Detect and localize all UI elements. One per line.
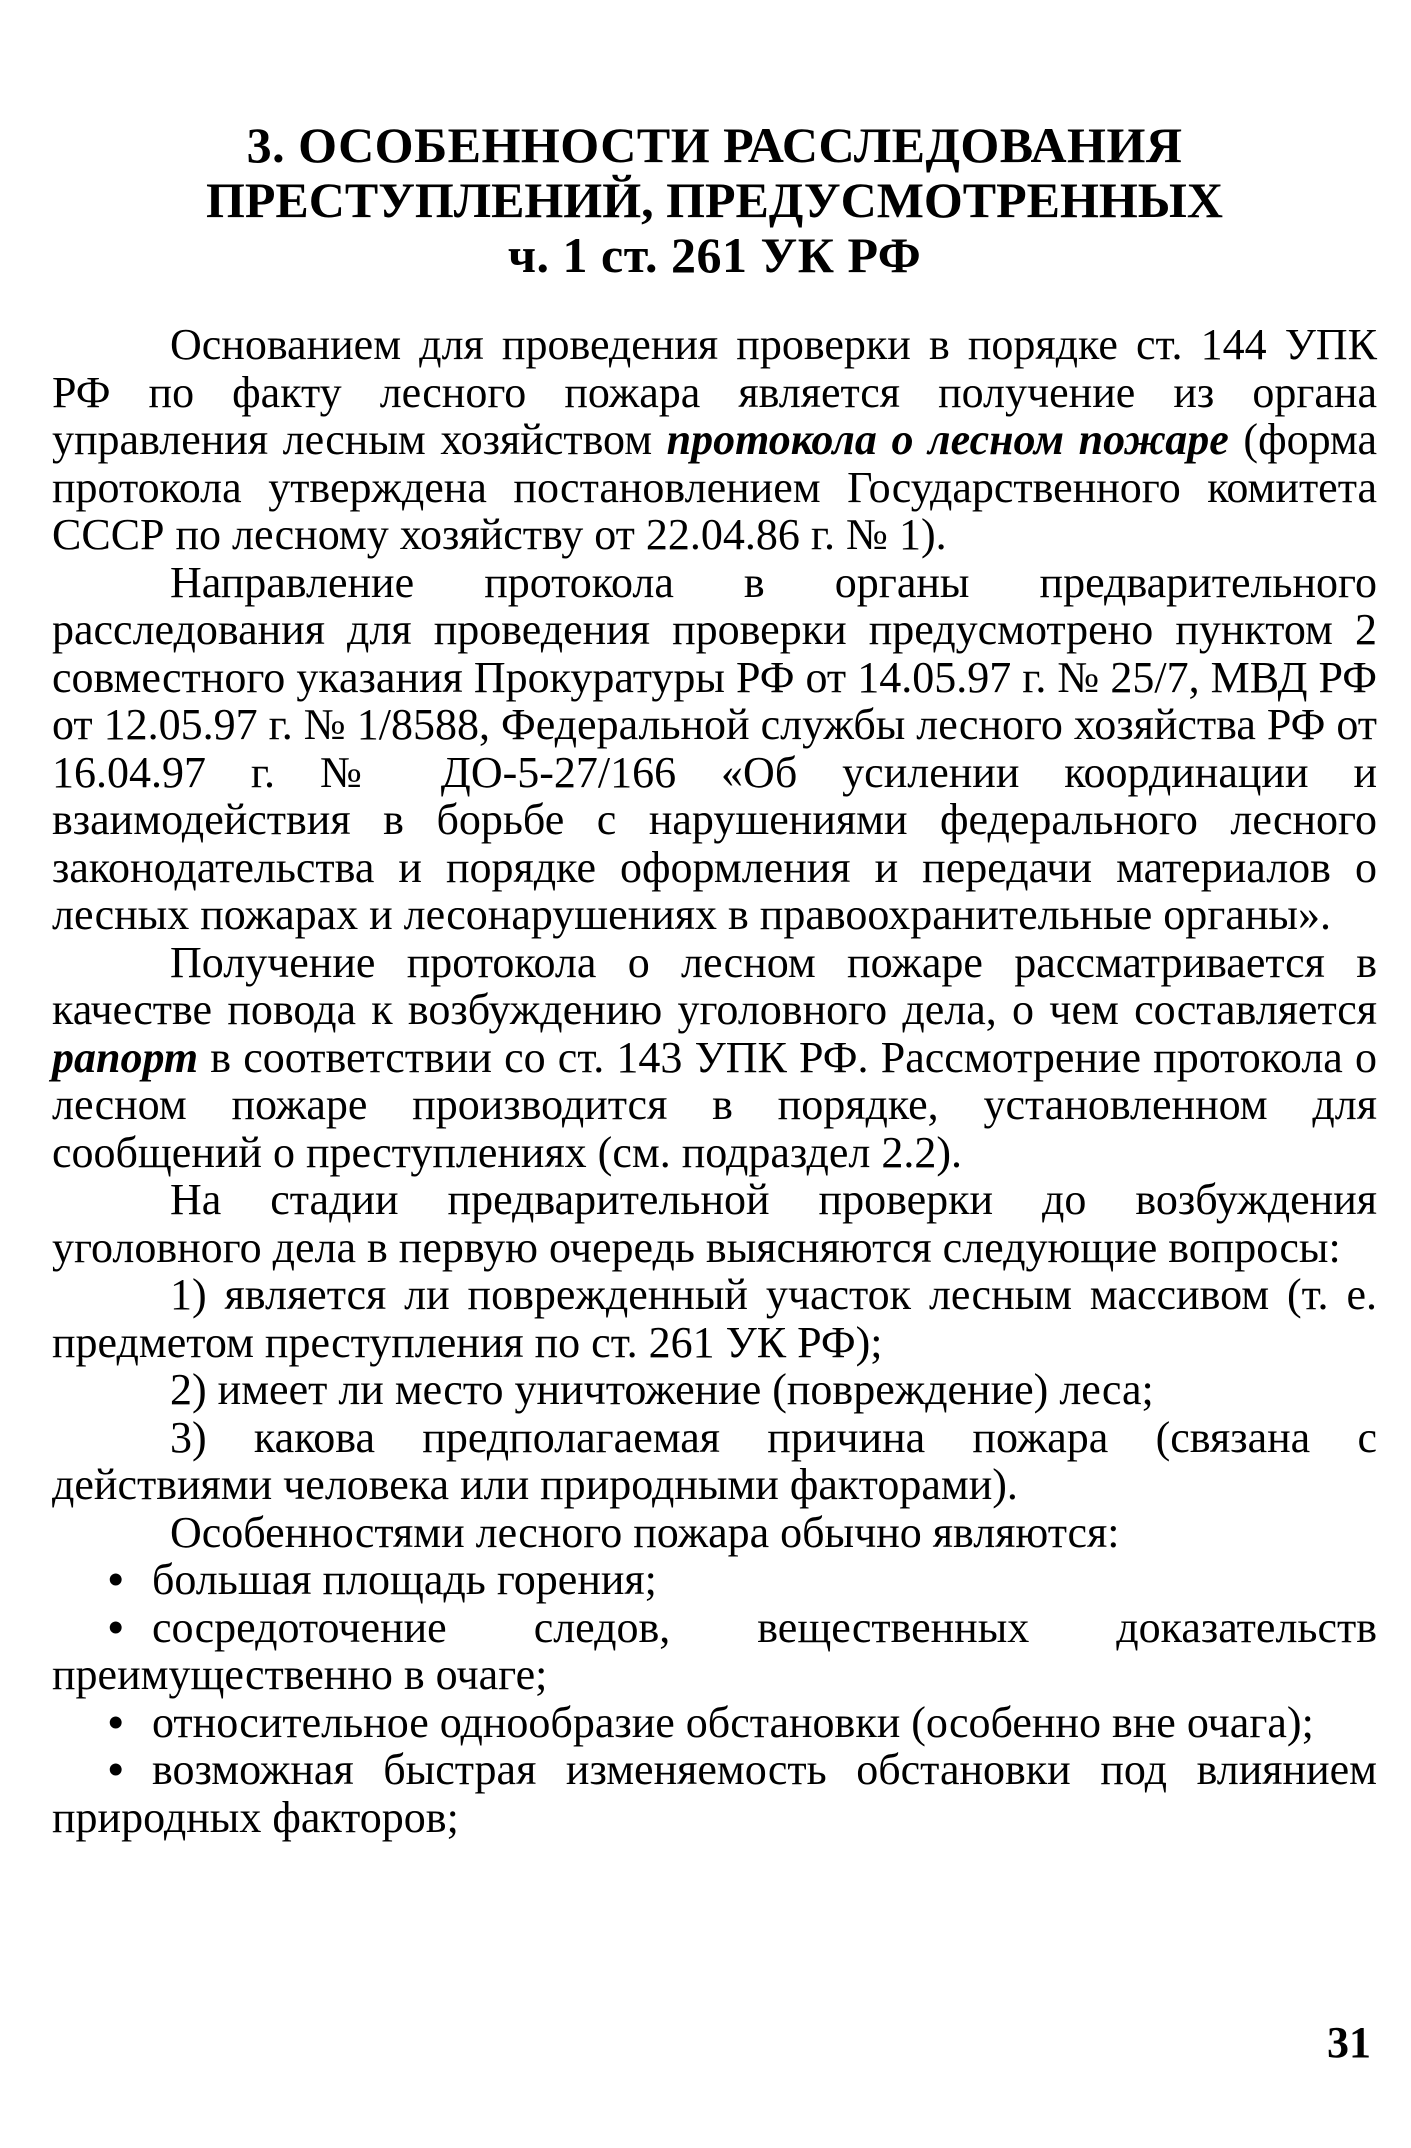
emphasis-protocol-term: протокола о лесном пожаре: [666, 415, 1229, 464]
bullet-marker: •: [108, 1745, 124, 1794]
page-number: 31: [1327, 2018, 1371, 2067]
paragraph-features-intro: Особенностями лесного пожара обычно являются:: [170, 1507, 1120, 1557]
page-content: [52, 118, 1377, 1841]
bullet-item-1: [52, 1556, 1377, 1604]
bullet-item-4: [52, 1746, 1377, 1841]
bullet-marker: •: [108, 1697, 124, 1747]
section-title-line-2: ПРЕСТУПЛЕНИЙ, ПРЕДУСМОТРЕННЫХ: [205, 172, 1224, 228]
bullet-item-3: [52, 1699, 1377, 1747]
paragraph-basis-tail: (форма протокола утверждена постановлением Государственного комитета СССР по лесному хозяйству от 22.04.86 г. № 1).: [52, 415, 1377, 559]
bullet-marker: •: [108, 1555, 124, 1604]
paragraph-basis: [52, 321, 1377, 559]
paragraph-report: [52, 939, 1377, 1177]
bullet-item-text: относительное однообразие обстановки (особенно вне очага);: [152, 1697, 1314, 1747]
paragraph-basis-text: Основанием для проведения проверки в порядке ст. 144 УПК РФ по факту лесного пожара является получение из органа управления лесным хозяйством: [52, 320, 1377, 464]
emphasis-report-term: рапорт: [52, 1032, 199, 1082]
paragraph-report-text: Получение протокола о лесном пожаре рассматривается в качестве повода к возбуждению уголовного дела, о чем составляется: [52, 937, 1377, 1034]
section-title-line-1: 3. ОСОБЕННОСТИ РАССЛЕДОВАНИЯ: [246, 117, 1183, 173]
paragraph-protocol-direction: Направление протокола в органы предварительного расследования для проведения проверки предусмотрено пунктом 2 совместного указания Прокуратуры РФ от 14.05.97 г. № 25/7, МВД РФ от 12.05.97 г. № 1/8588, Федеральной службы лесного хозяйства РФ от 16.04.97 г. № ДО-5-27/166 «Об усилении координации и взаимодействия в борьбе с нарушениями федерального лесного законодательства и порядке оформления и передачи материалов о лесных пожарах и лесонарушениях в правоохранительные органы».: [52, 557, 1377, 939]
bullet-item-text: возможная быстрая изменяемость обстановки под влиянием природных факторов;: [52, 1745, 1377, 1842]
section-title: [52, 118, 1377, 283]
bullet-marker: •: [108, 1602, 124, 1652]
bullet-item-text: сосредоточение следов, вещественных доказательств преимущественно в очаге;: [52, 1602, 1377, 1699]
bullet-item-2: [52, 1604, 1377, 1699]
question-item-2: 2) имеет ли место уничтожение (повреждение) леса;: [170, 1365, 1154, 1414]
paragraph-questions-intro: На стадии предварительной проверки до возбуждения уголовного дела в первую очередь выясняются следующие вопросы:: [52, 1175, 1377, 1272]
bullet-item-text: большая площадь горения;: [152, 1555, 657, 1604]
question-item-1: 1) является ли поврежденный участок лесным массивом (т. е. предметом преступления по ст. 261 УК РФ);: [52, 1270, 1377, 1367]
section-title-line-3: ч. 1 ст. 261 УК РФ: [507, 227, 922, 283]
question-item-3: 3) какова предполагаемая причина пожара (связана с действиями человека или природными факторами).: [52, 1412, 1377, 1509]
paragraph-report-tail: в соответствии со ст. 143 УПК РФ. Рассмотрение протокола о лесном пожаре производится в порядке, установленном для сообщений о преступлениях (см. подраздел 2.2).: [52, 1032, 1377, 1177]
